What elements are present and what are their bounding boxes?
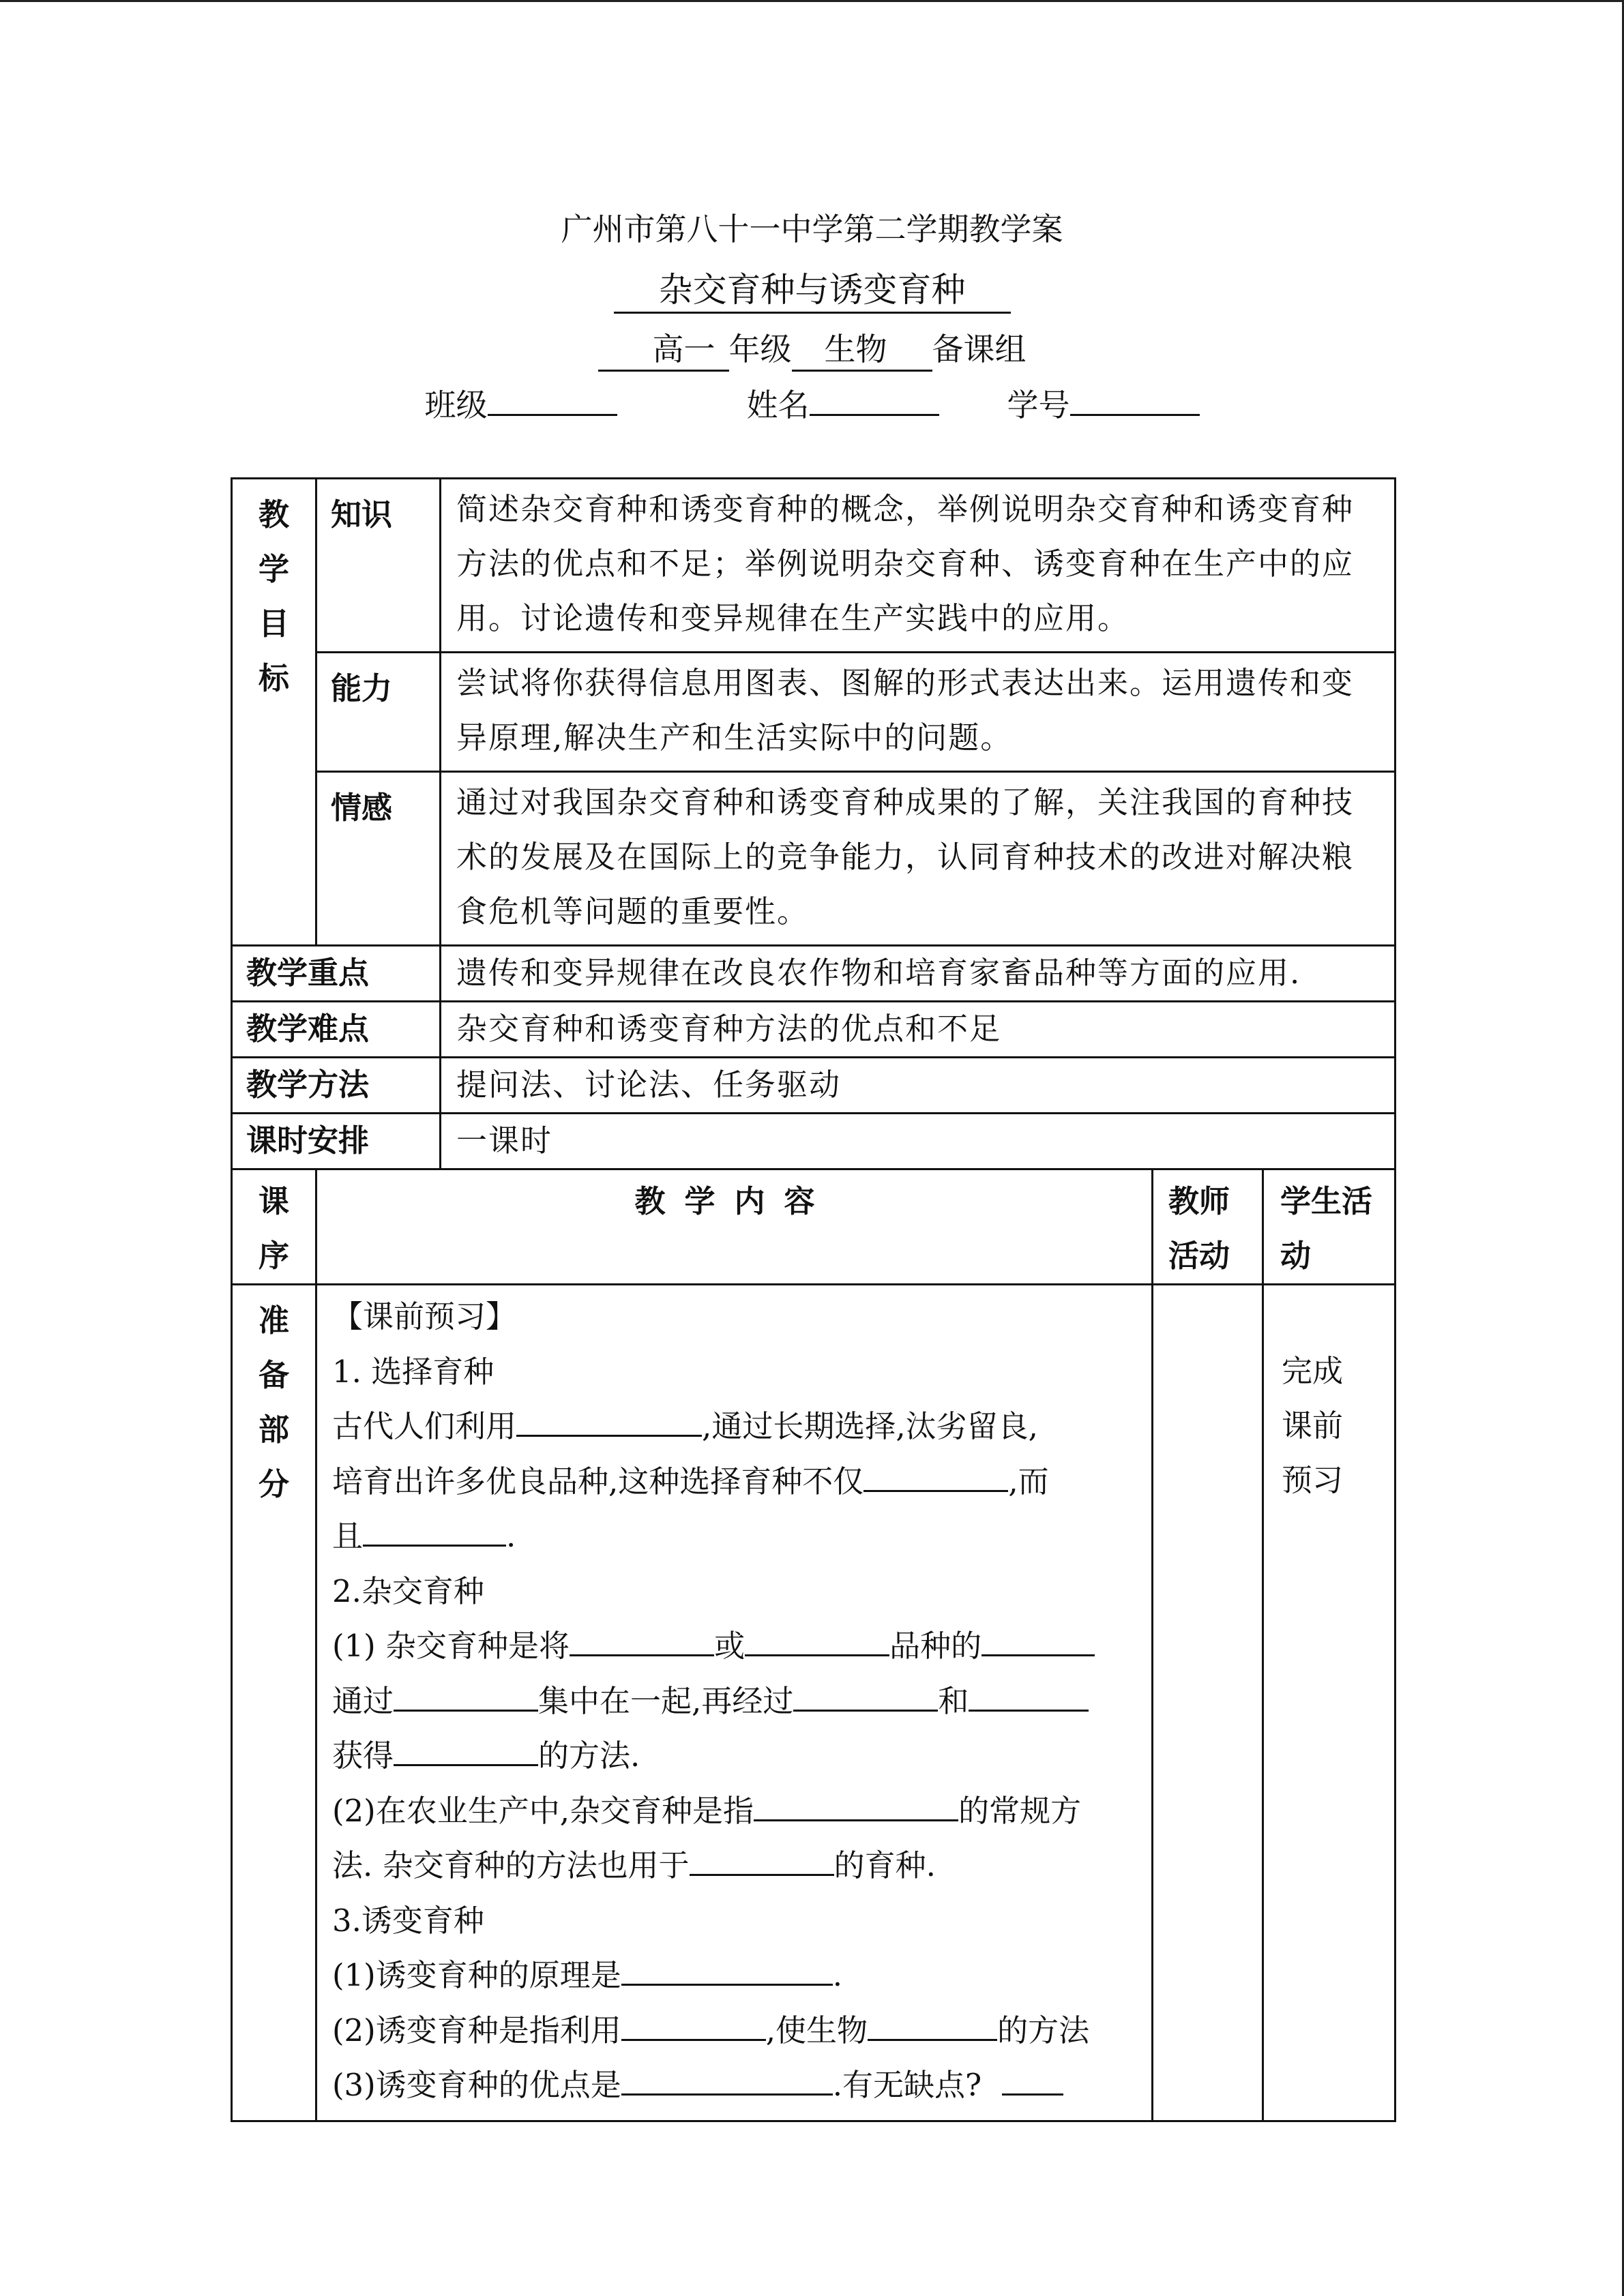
class-label: 班级 xyxy=(424,387,488,423)
blank-s2-9[interactable] xyxy=(690,1847,834,1876)
name-blank[interactable] xyxy=(810,387,939,416)
blank-s2-6[interactable] xyxy=(969,1682,1089,1712)
difficulty-text: 杂交育种和诱变育种方法的优点和不足 xyxy=(441,1002,1396,1058)
objectives-label: 教 学 目 标 xyxy=(232,479,316,946)
blank-s2-8[interactable] xyxy=(754,1792,958,1821)
blank-s3-3[interactable] xyxy=(868,2012,997,2041)
emotion-text: 通过对我国杂交育种和诱变育种成果的了解，关注我国的育种技术的发展及在国际上的竞争能力，认同育种技术的改进对解决粮食危机等问题的重要性。 xyxy=(441,772,1396,946)
preparation-row xyxy=(232,1285,1396,2121)
page-border-top xyxy=(0,0,1624,2)
s2-line2: 通过 集中在一起,再经过 和 xyxy=(332,1674,1145,1729)
key-point-text: 遗传和变异规律在改良农作物和培育家畜品种等方面的应用. xyxy=(441,946,1396,1002)
s1-line1: 古代人们利用 ,通过长期选择,汰劣留良, xyxy=(332,1408,1038,1444)
objective-knowledge-row xyxy=(232,479,1396,653)
ability-text: 尝试将你获得信息用图表、图解的形式表达出来。运用遗传和变异原理,解决生产和生活实际中的问题。 xyxy=(441,653,1396,772)
method-label: 教学方法 xyxy=(232,1058,441,1114)
s2-line5: 法. 杂交育种的方法也用于 的育种. xyxy=(332,1847,936,1883)
knowledge-text: 简述杂交育种和诱变育种的概念，举例说明杂交育种和诱变育种方法的优点和不足；举例说明杂交育种、诱变育种在生产中的应用。讨论遗传和变异规律在生产实践中的应用。 xyxy=(441,479,1396,653)
school-heading: 广州市第八十一中学第二学期教学案 xyxy=(561,211,1063,248)
blank-s3-2[interactable] xyxy=(621,2012,766,2041)
name-label: 姓名 xyxy=(746,387,810,423)
s3-title: 3.诱变育种 xyxy=(332,1902,484,1939)
schedule-text: 一课时 xyxy=(441,1114,1396,1169)
grade-suffix: 年级 xyxy=(728,331,792,368)
s2-line4: (2)在农业生产中,杂交育种是指 的常规方 xyxy=(332,1792,1082,1829)
objective-ability-row xyxy=(232,653,1396,772)
s2-title: 2.杂交育种 xyxy=(332,1572,484,1609)
lesson-plan-table xyxy=(231,477,1396,2122)
method-text: 提问法、讨论法、任务驱动 xyxy=(441,1058,1396,1114)
s1-line2: 培育出许多优良品种,这种选择育种不仅 ,而 xyxy=(332,1463,1049,1500)
blank-s2-7[interactable] xyxy=(394,1737,538,1766)
emotion-label: 情感 xyxy=(316,772,441,946)
objective-emotion-row xyxy=(232,772,1396,946)
order-column-header: 课 序 xyxy=(232,1169,316,1285)
blank-s1-3[interactable] xyxy=(363,1517,506,1547)
teacher-activity-cell xyxy=(1153,1285,1263,2121)
prep-heading: 【课前预习】 xyxy=(332,1298,517,1335)
number-blank[interactable] xyxy=(1070,387,1200,416)
s1-line3: 且 . xyxy=(332,1518,516,1554)
grade-line xyxy=(0,325,1624,372)
blank-s3-1[interactable] xyxy=(621,1956,833,1986)
student-info-line xyxy=(0,381,1624,426)
blank-s3-5[interactable] xyxy=(1002,2066,1063,2096)
blank-s3-4[interactable] xyxy=(621,2066,833,2096)
content-column-header: 教学内容 xyxy=(316,1169,1153,1285)
schedule-row xyxy=(232,1114,1396,1169)
teacher-column-header: 教师 活动 xyxy=(1153,1169,1263,1285)
group-suffix: 备课组 xyxy=(932,331,1027,368)
lesson-title-text: 杂交育种与诱变育种 xyxy=(614,263,1011,314)
student-column-header: 学生活 动 xyxy=(1263,1169,1396,1285)
schedule-label: 课时安排 xyxy=(232,1114,441,1169)
ability-label: 能力 xyxy=(316,653,441,772)
blank-s1-2[interactable] xyxy=(863,1463,1008,1492)
student-activity-cell: 完成 课前 预习 xyxy=(1263,1285,1396,2121)
grade-value: 高一 xyxy=(598,325,729,372)
blank-s1-1[interactable] xyxy=(516,1407,702,1437)
number-label: 学号 xyxy=(1007,387,1070,423)
key-point-row xyxy=(232,946,1396,1002)
key-point-label: 教学重点 xyxy=(232,946,441,1002)
blank-s2-3[interactable] xyxy=(981,1627,1095,1656)
class-blank[interactable] xyxy=(488,387,617,416)
preparation-label: 准 备 部 分 xyxy=(232,1285,316,2121)
blank-s2-5[interactable] xyxy=(793,1682,938,1712)
difficulty-row xyxy=(232,1002,1396,1058)
column-header-row xyxy=(232,1169,1396,1285)
difficulty-label: 教学难点 xyxy=(232,1002,441,1058)
subject-value: 生物 xyxy=(792,325,932,372)
blank-s2-1[interactable] xyxy=(570,1627,714,1656)
s3-line1: (1)诱变育种的原理是 . xyxy=(332,1957,843,1993)
blank-s2-4[interactable] xyxy=(394,1682,538,1712)
s3-line3: (3)诱变育种的优点是 .有无缺点? xyxy=(332,2058,1145,2113)
s2-line1: (1) 杂交育种是将 或 品种的 xyxy=(332,1619,1145,1674)
preparation-content xyxy=(316,1285,1153,2121)
method-row xyxy=(232,1058,1396,1114)
blank-s2-2[interactable] xyxy=(745,1627,889,1656)
s2-line3: 获得 的方法. xyxy=(332,1738,640,1774)
knowledge-label: 知识 xyxy=(316,479,441,653)
s3-line2: (2)诱变育种是指利用 ,使生物 的方法 xyxy=(332,2012,1090,2048)
lesson-title xyxy=(0,263,1624,314)
s1-title: 1. 选择育种 xyxy=(332,1353,494,1390)
